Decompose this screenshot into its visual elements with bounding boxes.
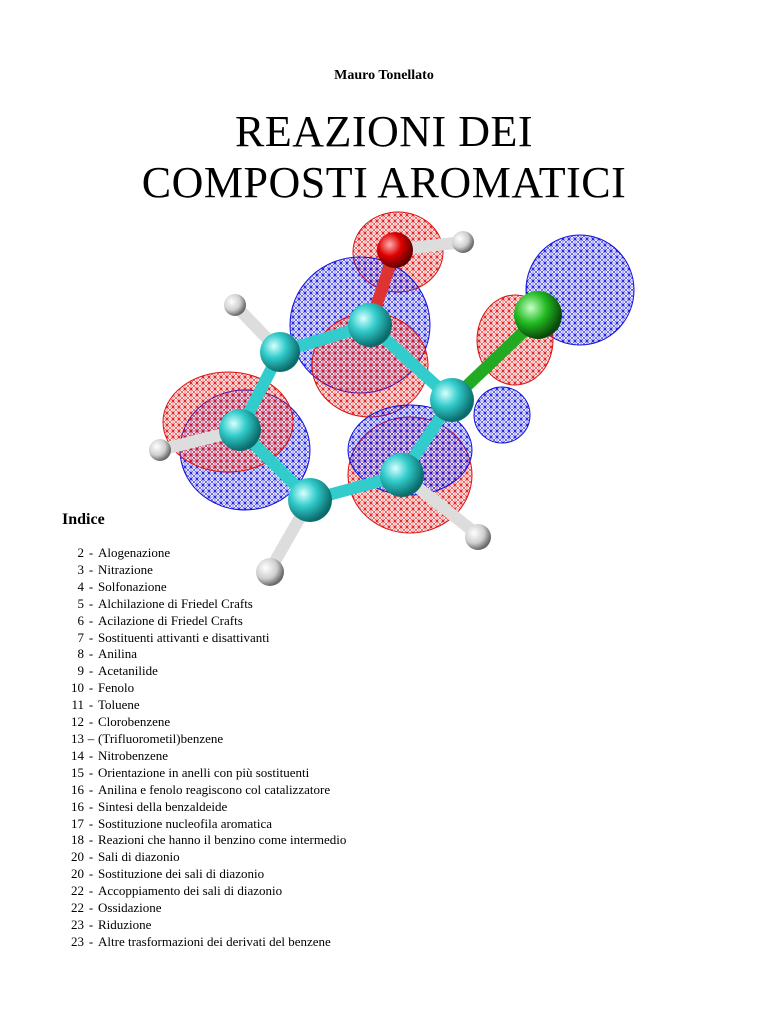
toc-page-number: 2 — [77, 545, 84, 560]
title-line-2: COMPOSTI AROMATICI — [141, 158, 627, 207]
toc-separator: - — [88, 815, 94, 831]
toc-separator: - — [88, 680, 94, 696]
toc-separator: - — [88, 832, 94, 848]
toc-entry-title: Sostituzione dei sali di diazonio — [98, 866, 265, 882]
toc-page-number: 23 — [71, 933, 84, 949]
toc-entry — [62, 545, 346, 562]
toc-entry — [62, 866, 346, 883]
toc-entry — [62, 579, 346, 596]
toc-entry — [62, 596, 346, 613]
toc-page-number: 18 — [71, 832, 84, 848]
toc-entry-title: Orientazione in anelli con più sostituenti — [98, 764, 310, 780]
table-of-contents — [62, 545, 346, 951]
toc-entry-title: Alogenazione — [98, 545, 171, 560]
toc-page-number: 20 — [71, 866, 84, 882]
toc-entry-title: Accoppiamento dei sali di diazonio — [98, 883, 283, 899]
toc-page-number: 16 — [71, 781, 84, 797]
toc-entry-title: Sintesi della benzaldeide — [98, 798, 228, 814]
toc-separator: - — [88, 697, 94, 713]
toc-page-number: 20 — [71, 849, 84, 865]
toc-page-number: 14 — [71, 747, 84, 763]
toc-page-number: 22 — [71, 900, 84, 916]
toc-entry — [62, 748, 346, 765]
toc-entry-title: Nitrazione — [98, 561, 153, 577]
document-title — [0, 106, 768, 208]
toc-entry — [62, 765, 346, 782]
toc-entry-title: Alchilazione di Friedel Crafts — [98, 595, 253, 611]
toc-page-number: 8 — [77, 646, 84, 662]
toc-entry-title: Anilina e fenolo reagiscono col catalizzatore — [98, 781, 331, 797]
toc-page-number: 15 — [71, 764, 84, 780]
toc-separator: - — [88, 747, 94, 763]
toc-entry-title: Acetanilide — [98, 663, 158, 679]
toc-entry-title: Clorobenzene — [98, 714, 171, 730]
toc-entry-title: Sali di diazonio — [98, 849, 180, 865]
toc-entry-title: Sostituenti attivanti e disattivanti — [98, 629, 270, 645]
toc-entry — [62, 697, 346, 714]
toc-entry — [62, 917, 346, 934]
toc-entry-title: (Trifluorometil)benzene — [98, 730, 224, 746]
toc-entry — [62, 883, 346, 900]
toc-separator: - — [88, 781, 94, 797]
toc-entry-title: Acilazione di Friedel Crafts — [98, 612, 243, 628]
toc-entry — [62, 799, 346, 816]
toc-page-number: 17 — [71, 815, 84, 831]
toc-separator: - — [88, 612, 94, 628]
toc-entry — [62, 562, 346, 579]
toc-separator: - — [88, 764, 94, 780]
toc-page-number: 12 — [71, 714, 84, 730]
molecule-orbital-image — [140, 200, 660, 600]
toc-separator: - — [88, 916, 94, 932]
toc-page-number: 22 — [71, 883, 84, 899]
toc-separator: - — [88, 900, 94, 916]
toc-separator: - — [88, 798, 94, 814]
toc-entry — [62, 900, 346, 917]
toc-entry — [62, 630, 346, 647]
toc-page-number: 3 — [77, 561, 84, 577]
toc-entry — [62, 663, 346, 680]
toc-separator: - — [88, 933, 94, 949]
toc-entry-title: Solfonazione — [98, 578, 167, 594]
toc-separator: - — [88, 883, 94, 899]
toc-page-number: 23 — [71, 916, 84, 932]
toc-entry-title: Nitrobenzene — [98, 747, 169, 763]
toc-page-number: 4 — [77, 578, 84, 594]
toc-entry-title: Sostituzione nucleofila aromatica — [98, 815, 272, 831]
toc-page-number: 5 — [77, 595, 84, 611]
toc-entry-title: Toluene — [98, 697, 140, 713]
toc-page-number: 7 — [77, 629, 84, 645]
toc-entry — [62, 613, 346, 630]
toc-page-number: 6 — [77, 612, 84, 628]
toc-separator: - — [88, 866, 94, 882]
toc-entry-title: Fenolo — [98, 680, 135, 696]
toc-separator: – — [87, 730, 95, 746]
toc-entry — [62, 934, 346, 951]
toc-entry — [62, 731, 346, 748]
toc-page-number: 16 — [71, 798, 84, 814]
toc-page-number: 10 — [71, 680, 84, 696]
toc-entry — [62, 849, 346, 866]
index-heading: Indice — [62, 511, 105, 528]
toc-entry — [62, 646, 346, 663]
toc-page-number: 13 — [71, 730, 84, 746]
toc-separator: - — [88, 629, 94, 645]
toc-entry-title: Anilina — [98, 646, 137, 662]
toc-entry — [62, 714, 346, 731]
toc-separator: - — [88, 849, 94, 865]
toc-separator: - — [88, 646, 94, 662]
toc-entry — [62, 832, 346, 849]
toc-page-number: 11 — [71, 697, 84, 713]
author-name: Mauro Tonellato — [334, 68, 434, 83]
toc-entry-title: Ossidazione — [98, 900, 162, 916]
toc-separator: - — [88, 595, 94, 611]
toc-entry-title: Altre trasformazioni dei derivati del benzene — [98, 933, 331, 949]
toc-entry — [62, 816, 346, 833]
toc-entry-title: Riduzione — [98, 916, 152, 932]
toc-entry — [62, 680, 346, 697]
toc-separator: - — [88, 578, 94, 594]
toc-entry — [62, 782, 346, 799]
toc-separator: - — [88, 561, 94, 577]
toc-separator: - — [88, 545, 94, 560]
toc-page-number: 9 — [77, 663, 84, 679]
title-line-1: REAZIONI DEI — [234, 107, 534, 156]
toc-separator: - — [88, 663, 94, 679]
toc-entry-title: Reazioni che hanno il benzino come intermedio — [98, 832, 347, 848]
toc-separator: - — [88, 714, 94, 730]
